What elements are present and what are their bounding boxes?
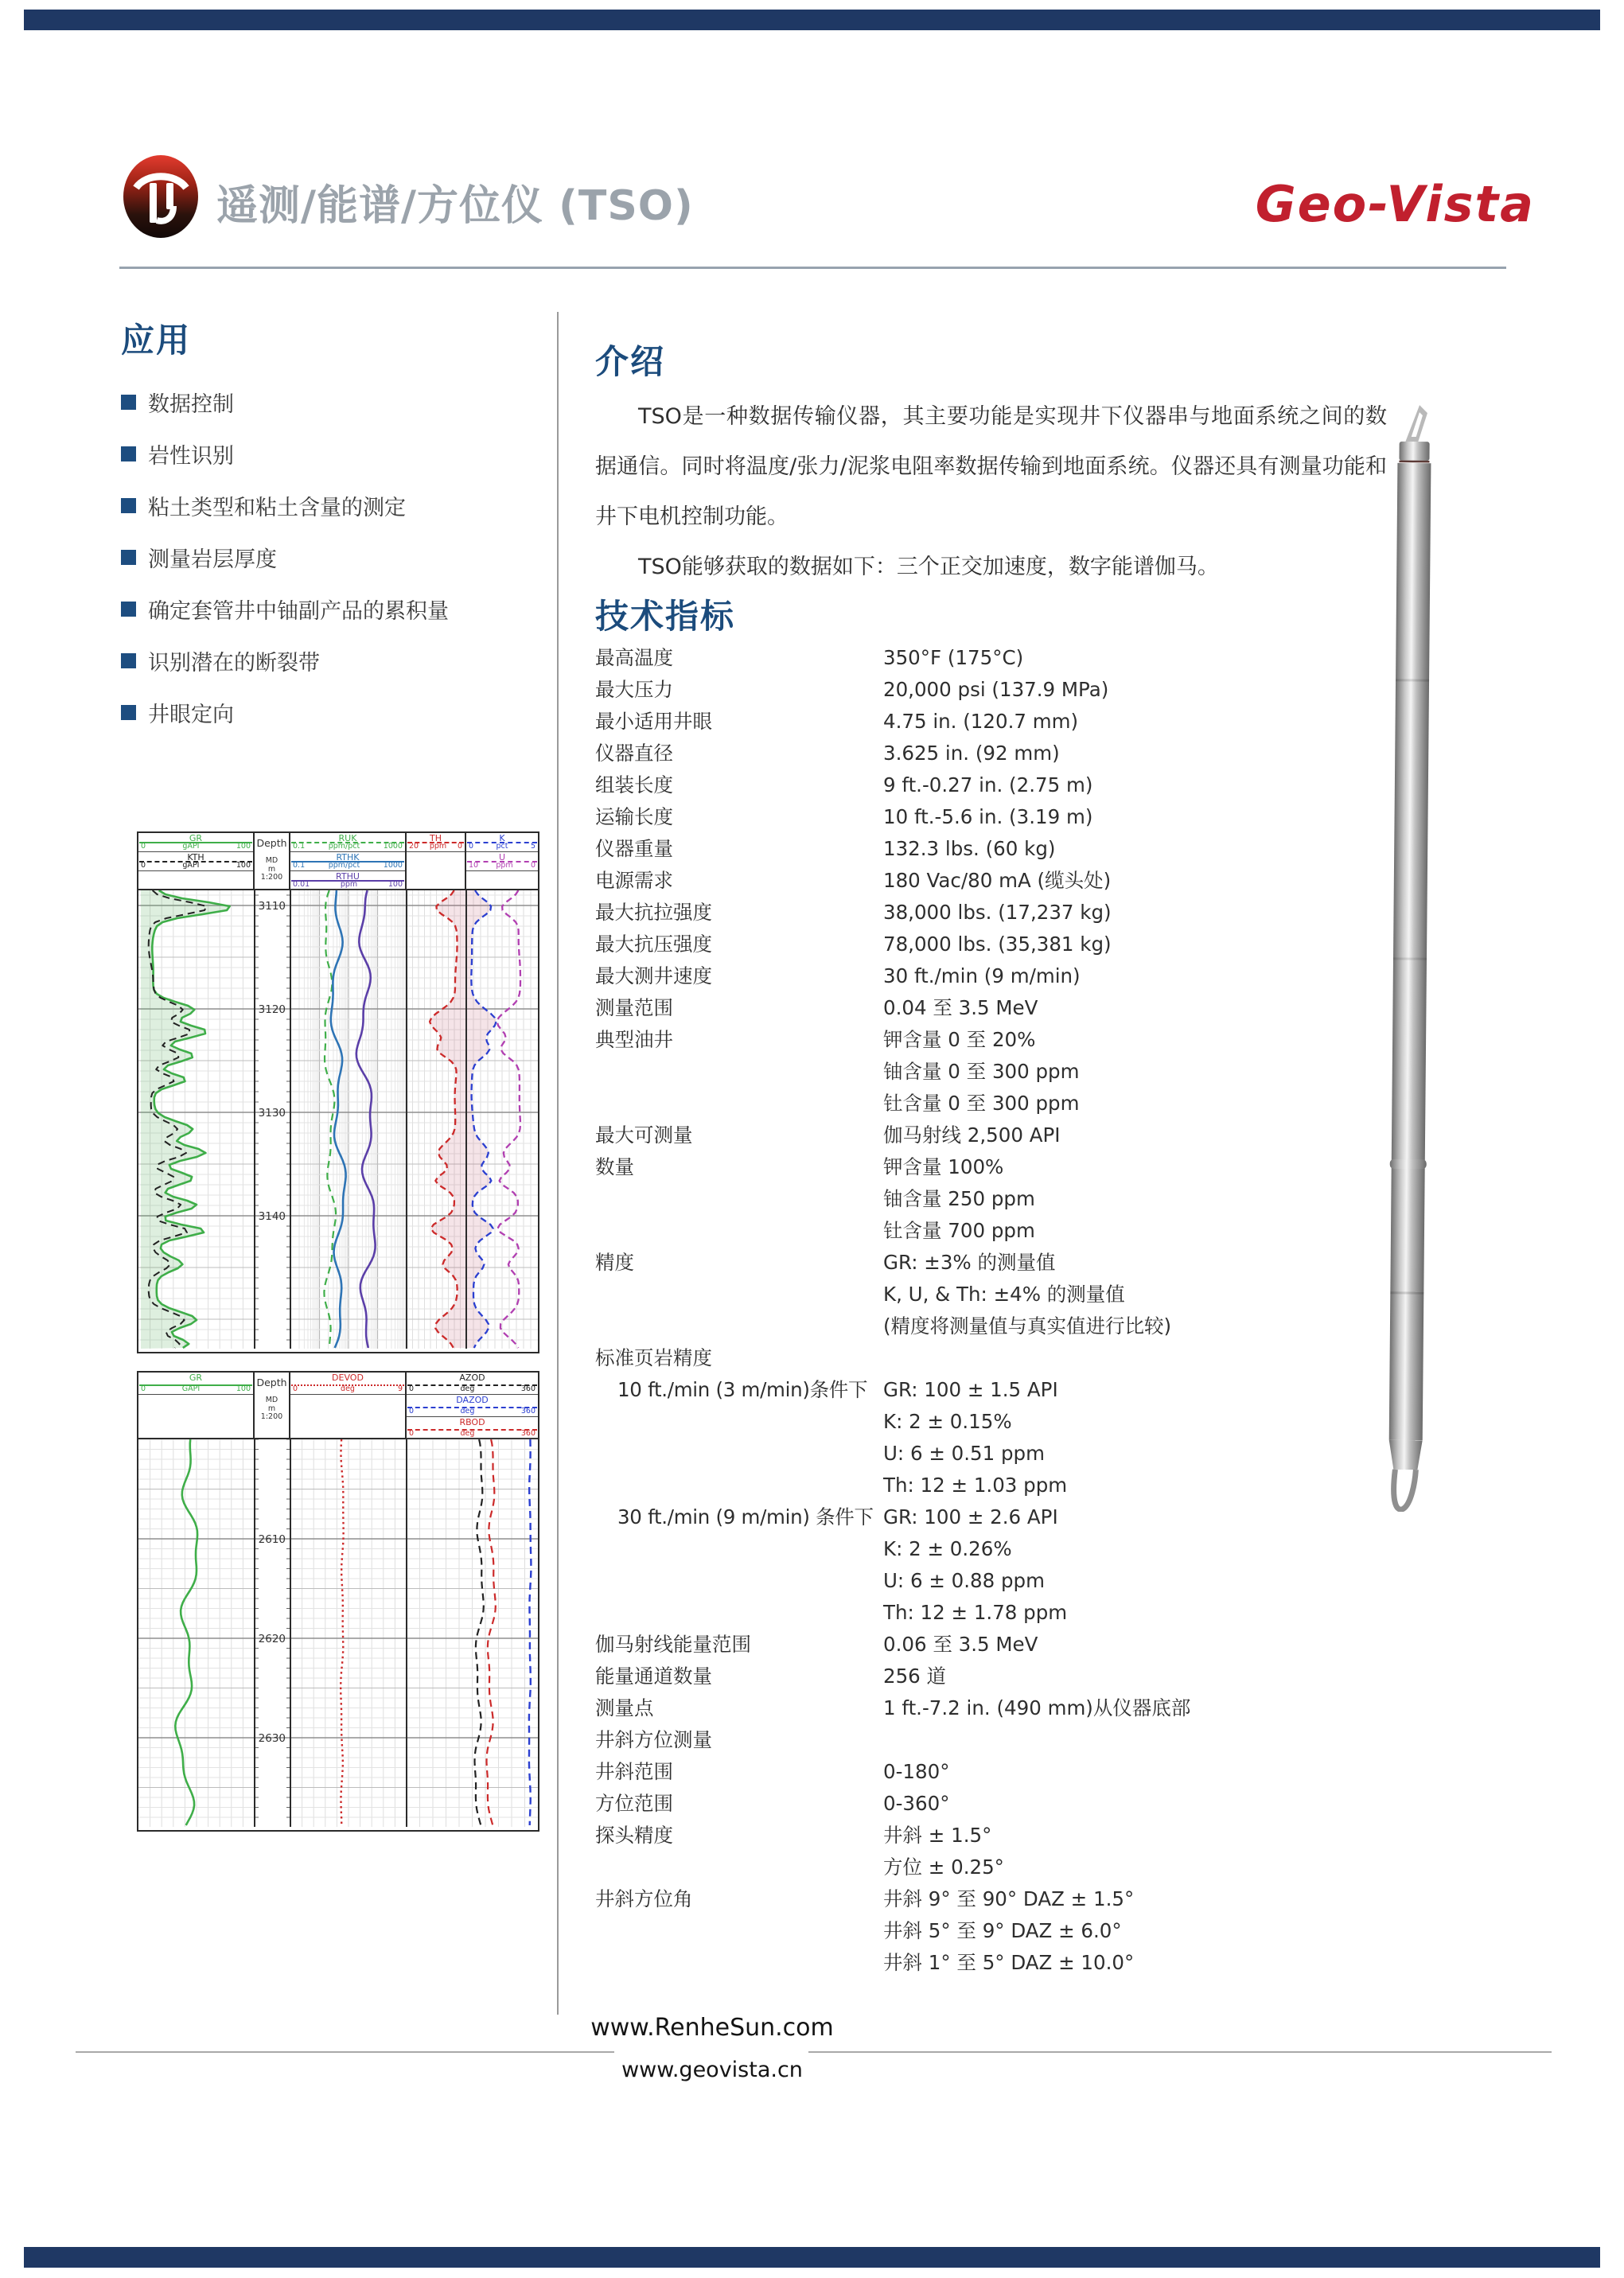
spec-value: 铀含量 250 ppm — [883, 1187, 1035, 1210]
spec-value: GR: 100 ± 1.5 API — [883, 1378, 1058, 1401]
spec-row — [595, 1915, 1391, 1947]
spec-row — [595, 1788, 1391, 1820]
track-header — [138, 833, 255, 889]
spec-label: 10 ft./min (3 m/min)条件下 — [617, 1378, 868, 1401]
spec-label: 能量通道数量 — [595, 1665, 712, 1688]
application-item — [121, 597, 551, 624]
spec-value: 38,000 lbs. (17,237 kg) — [883, 901, 1112, 924]
spec-value: 3.625 in. (92 mm) — [883, 742, 1060, 765]
spec-label: 井斜方位角 — [595, 1887, 693, 1910]
spec-row — [595, 1661, 1391, 1692]
square-bullet-icon — [121, 550, 136, 565]
spec-label — [595, 1406, 883, 1438]
tool-photo — [1381, 402, 1437, 1515]
spec-value: 钾含量 0 至 20% — [883, 1028, 1036, 1051]
curve-header-rbod: RBOD 0 deg 360 — [407, 1417, 538, 1439]
spec-label: 探头精度 — [595, 1824, 673, 1847]
depth-label: 3130 — [258, 1107, 286, 1120]
curve-header-k: K 0 pct 5 — [466, 833, 538, 852]
spec-value: 伽马射线 2,500 API — [883, 1123, 1061, 1147]
spec-label: 典型油井 — [595, 1028, 673, 1051]
curve-header-rthk: RTHK 0.1 ppm/pct 1000 — [290, 852, 405, 871]
log-plot-spectral — [137, 831, 539, 1353]
depth-label: 2610 — [258, 1533, 286, 1546]
spec-row — [595, 1024, 1391, 1056]
application-item — [121, 545, 551, 572]
spec-row — [595, 929, 1391, 960]
spec-row — [595, 833, 1391, 865]
spec-value: 30 ft./min (9 m/min) — [883, 964, 1081, 987]
spec-label: 井斜范围 — [595, 1760, 673, 1783]
application-item-label: 测量岩层厚度 — [148, 547, 277, 572]
spec-label: 测量范围 — [595, 996, 673, 1019]
spec-value: 256 道 — [883, 1665, 947, 1688]
spec-row — [595, 1342, 1391, 1374]
spec-row — [595, 992, 1391, 1024]
spec-row — [595, 1088, 1391, 1120]
spec-label: 仪器重量 — [595, 837, 673, 860]
spec-value: GR: ±3% 的测量值 — [883, 1251, 1056, 1274]
spec-label — [595, 1470, 883, 1501]
applications-list — [121, 390, 551, 752]
application-item-label: 数据控制 — [148, 391, 234, 417]
spec-row — [595, 1501, 1391, 1533]
spec-label: 电源需求 — [595, 869, 673, 892]
footer-url-secondary[interactable]: www.geovista.cn — [621, 2058, 803, 2082]
curve-header-devod: DEVOD 0 deg 9 — [290, 1373, 405, 1395]
specs-heading: 技术指标 — [595, 597, 736, 636]
spec-label: 最小适用井眼 — [595, 710, 712, 733]
spec-label — [595, 1597, 883, 1629]
spec-value: U: 6 ± 0.88 ppm — [883, 1569, 1045, 1592]
log-plot-deviation — [137, 1371, 539, 1832]
track-header — [407, 833, 466, 889]
spec-label: 方位范围 — [595, 1792, 673, 1815]
intro-paragraph-1: TSO是一种数据传输仪器，其主要功能是实现井下仪器串与地面系统之间的数据通信。同时将温度/张力/泥浆电阻率数据传输到地面系统。仪器还具有测量功能和井下电机控制功能。 — [595, 404, 1387, 529]
spec-value: GR: 100 ± 2.6 API — [883, 1505, 1058, 1528]
spec-label: 最大抗拉强度 — [595, 901, 712, 924]
spec-label: 测量点 — [595, 1696, 654, 1719]
track-header — [466, 833, 538, 889]
log-plot-1-svg — [138, 890, 538, 1349]
spec-value: Th: 12 ± 1.03 ppm — [883, 1474, 1068, 1497]
spec-row — [595, 706, 1391, 738]
footer-url-primary[interactable]: www.RenheSun.com — [590, 2014, 834, 2042]
spec-value: 井斜 9° 至 90° DAZ ± 1.5° — [883, 1887, 1135, 1910]
footer-rule-left — [76, 2051, 614, 2053]
spec-value: 4.75 in. (120.7 mm) — [883, 710, 1079, 733]
application-item — [121, 442, 551, 469]
spec-value: 井斜 ± 1.5° — [883, 1824, 992, 1847]
spec-row — [595, 1820, 1391, 1852]
spec-label — [595, 1056, 883, 1088]
spec-label: 30 ft./min (9 m/min) 条件下 — [617, 1505, 874, 1528]
spec-label — [595, 1947, 883, 1979]
spec-value: 方位 ± 0.25° — [883, 1855, 1004, 1879]
spec-row — [595, 1724, 1391, 1756]
spec-value: 10 ft.-5.6 in. (3.19 m) — [883, 805, 1093, 828]
spec-value: 78,000 lbs. (35,381 kg) — [883, 933, 1112, 956]
depth-label: 2630 — [258, 1732, 286, 1745]
spec-label: 最大可测量 — [595, 1123, 693, 1147]
spec-row — [595, 1470, 1391, 1501]
depth-label: 2620 — [258, 1633, 286, 1645]
spec-label: 组装长度 — [595, 773, 673, 796]
application-item-label: 井眼定向 — [148, 702, 234, 727]
track-header — [138, 1373, 255, 1438]
specs-table — [595, 642, 1391, 1979]
spec-label — [595, 1852, 883, 1883]
spec-row — [595, 1597, 1391, 1629]
track-header — [290, 1373, 407, 1438]
square-bullet-icon — [121, 395, 136, 410]
track-header — [407, 1373, 538, 1438]
curve-header-azod: AZOD 0 deg 360 — [407, 1373, 538, 1395]
spec-row — [595, 1406, 1391, 1438]
spec-label: 标准页岩精度 — [595, 1346, 712, 1369]
spec-value: (精度将测量值与真实值进行比较) — [883, 1314, 1172, 1338]
spec-label: 数量 — [595, 1155, 634, 1178]
spec-row — [595, 1247, 1391, 1279]
spec-label: 仪器直径 — [595, 742, 673, 765]
introduction-text — [595, 391, 1387, 592]
square-bullet-icon — [121, 653, 136, 668]
spec-label — [595, 1183, 883, 1215]
curve-header-ruk: RUK 0.1 ppm/pct 1000 — [290, 833, 405, 852]
spec-value: U: 6 ± 0.51 ppm — [883, 1442, 1045, 1465]
spec-label: 精度 — [595, 1251, 634, 1274]
depth-label: 3110 — [258, 900, 286, 913]
spec-row — [595, 1533, 1391, 1565]
depth-track-header: Depth MD m 1:200 — [255, 1373, 290, 1438]
curve-header-gr: GR 0 GAPI 100 — [138, 1373, 253, 1395]
spec-row — [595, 642, 1391, 674]
spec-label — [595, 1438, 883, 1470]
spec-row — [595, 1629, 1391, 1661]
spec-label — [595, 1279, 883, 1310]
curve-header-rthu: RTHU 0.01 ppm 100 — [290, 871, 405, 890]
introduction-heading: 介绍 — [595, 342, 666, 381]
depth-label: 3120 — [258, 1003, 286, 1016]
spec-row — [595, 674, 1391, 706]
spec-label: 运输长度 — [595, 805, 673, 828]
spec-row — [595, 801, 1391, 833]
spec-row — [595, 1756, 1391, 1788]
curve-header-gr: GR 0 gAPI 100 — [138, 833, 253, 852]
spec-value: K: 2 ± 0.26% — [883, 1537, 1012, 1560]
spec-label: 最大测井速度 — [595, 964, 712, 987]
spec-row — [595, 1374, 1391, 1406]
depth-track-header: Depth MD m 1:200 — [255, 833, 290, 889]
spec-value: 井斜 5° 至 9° DAZ ± 6.0° — [883, 1919, 1122, 1942]
spec-row — [595, 1120, 1391, 1151]
curve-header-th: TH 20 ppm 0 — [407, 833, 465, 852]
application-item-label: 岩性识别 — [148, 443, 234, 469]
spec-row — [595, 960, 1391, 992]
spec-label: 伽马射线能量范围 — [595, 1633, 751, 1656]
spec-value: 钾含量 100% — [883, 1155, 1004, 1178]
application-item-label: 确定套管井中铀副产品的累积量 — [148, 598, 449, 624]
application-item — [121, 493, 551, 520]
spec-row — [595, 1151, 1391, 1183]
spec-label: 井斜方位测量 — [595, 1728, 712, 1751]
spec-value: 350°F (175°C) — [883, 646, 1024, 669]
spec-value: K: 2 ± 0.15% — [883, 1410, 1012, 1433]
square-bullet-icon — [121, 446, 136, 461]
spec-label — [595, 1215, 883, 1247]
spec-label — [595, 1310, 883, 1342]
spec-label: 最大抗压强度 — [595, 933, 712, 956]
depth-label: 3140 — [258, 1210, 286, 1223]
spec-row — [595, 1279, 1391, 1310]
square-bullet-icon — [121, 705, 136, 720]
square-bullet-icon — [121, 602, 136, 617]
curve-header-dazod: DAZOD 0 deg 360 — [407, 1395, 538, 1417]
spec-value: 132.3 lbs. (60 kg) — [883, 837, 1056, 860]
curve-header-kth: KTH 0 gAPI 100 — [138, 852, 253, 871]
spec-label: 最大压力 — [595, 678, 673, 701]
header-divider — [119, 267, 1506, 269]
spec-row — [595, 1056, 1391, 1088]
spec-row — [595, 865, 1391, 897]
spec-row — [595, 1310, 1391, 1342]
spec-row — [595, 1215, 1391, 1247]
spec-value: 9 ft.-0.27 in. (2.75 m) — [883, 773, 1093, 796]
spec-value: 井斜 1° 至 5° DAZ ± 10.0° — [883, 1951, 1135, 1974]
log-plot-2-header — [138, 1373, 538, 1439]
spec-row — [595, 897, 1391, 929]
track-header — [290, 833, 407, 889]
spec-value: 1 ft.-7.2 in. (490 mm)从仪器底部 — [883, 1696, 1191, 1719]
spec-value: 钍含量 0 至 300 ppm — [883, 1092, 1080, 1115]
top-navy-bar — [24, 10, 1600, 30]
column-divider — [557, 312, 559, 2015]
spec-value: K, U, & Th: ±4% 的测量值 — [883, 1283, 1125, 1306]
intro-paragraph-2: TSO能够获取的数据如下：三个正交加速度，数字能谱伽马。 — [638, 555, 1219, 579]
spec-value: 0.06 至 3.5 MeV — [883, 1633, 1038, 1656]
application-item — [121, 648, 551, 676]
footer-rule-right — [808, 2051, 1552, 2053]
application-item — [121, 390, 551, 417]
spec-row — [595, 769, 1391, 801]
bottom-navy-bar — [24, 2247, 1600, 2268]
curve-header-u: U 10 ppm 0 — [466, 852, 538, 871]
spec-row — [595, 1852, 1391, 1883]
spec-label — [595, 1565, 883, 1597]
application-item-label: 粘土类型和粘土含量的测定 — [148, 495, 406, 520]
spec-value: 0-360° — [883, 1792, 950, 1815]
spec-value — [883, 1342, 1391, 1374]
square-bullet-icon — [121, 498, 136, 513]
spec-value: 钍含量 700 ppm — [883, 1219, 1035, 1242]
log-plot-2-svg — [138, 1439, 538, 1827]
applications-heading: 应用 — [121, 321, 192, 360]
spec-value: 0-180° — [883, 1760, 950, 1783]
spec-value: 0.04 至 3.5 MeV — [883, 996, 1038, 1019]
spec-label — [595, 1915, 883, 1947]
spec-row — [595, 1947, 1391, 1979]
spec-label: 最高温度 — [595, 646, 673, 669]
spec-row — [595, 1438, 1391, 1470]
bottom-bail-loop — [1393, 1470, 1416, 1509]
spec-value: 铀含量 0 至 300 ppm — [883, 1060, 1080, 1083]
spec-row — [595, 1565, 1391, 1597]
spec-value: 180 Vac/80 mA (缆头处) — [883, 869, 1112, 892]
spec-label — [595, 1088, 883, 1120]
spec-row — [595, 738, 1391, 769]
brand-wordmark: Geo-Vista — [1255, 175, 1535, 233]
spec-value: Th: 12 ± 1.78 ppm — [883, 1601, 1068, 1624]
spec-label — [595, 1533, 883, 1565]
spec-row — [595, 1883, 1391, 1915]
application-item — [121, 700, 551, 727]
log-plot-1-header — [138, 833, 538, 890]
spec-value — [883, 1724, 1391, 1756]
geovista-logo-icon — [121, 154, 201, 243]
application-item-label: 识别潜在的断裂带 — [148, 650, 320, 676]
page-title: 遥测/能谱/方位仪 (TSO) — [216, 182, 694, 230]
spec-row — [595, 1183, 1391, 1215]
spec-value: 20,000 psi (137.9 MPa) — [883, 678, 1109, 701]
spec-row — [595, 1692, 1391, 1724]
